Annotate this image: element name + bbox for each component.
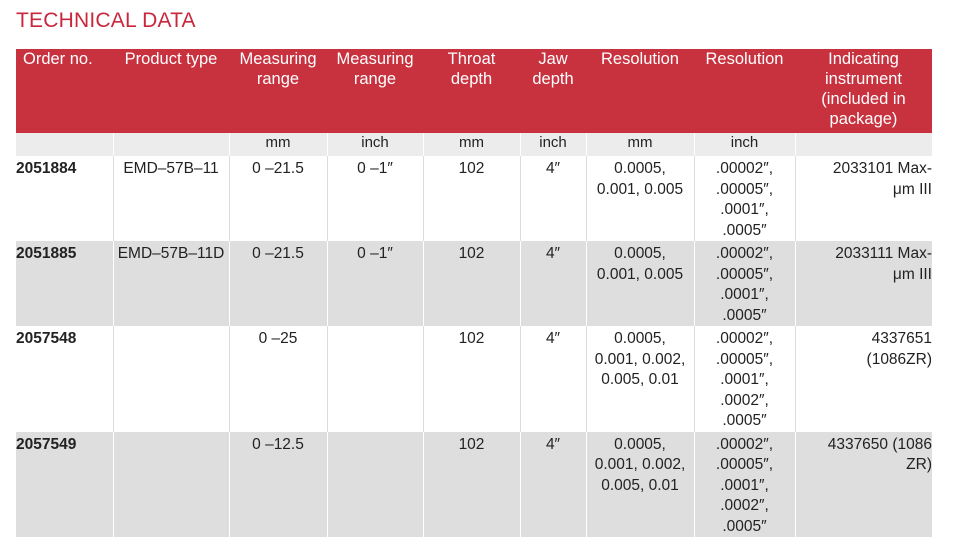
header-indicating-instrument: Indicating instrument (included in package) bbox=[795, 49, 932, 133]
product-type-cell bbox=[113, 326, 229, 432]
instrument-cell: 4337650 (1086 ZR) bbox=[795, 432, 932, 538]
resolution-mm-cell: 0.0005, 0.001, 0.005 bbox=[586, 241, 694, 326]
throat-depth-cell: 102 bbox=[423, 432, 520, 538]
technical-data-table bbox=[16, 49, 932, 537]
throat-depth-cell: 102 bbox=[423, 326, 520, 432]
order-no-cell: 2051884 bbox=[16, 156, 113, 241]
unit-cell: inch bbox=[694, 133, 795, 156]
resolution-mm-cell: 0.0005, 0.001, 0.002, 0.005, 0.01 bbox=[586, 432, 694, 538]
product-type-cell: EMD–57B–11D bbox=[113, 241, 229, 326]
range-inch-cell bbox=[327, 432, 423, 538]
range-mm-cell: 0 –25 bbox=[229, 326, 327, 432]
product-type-cell: EMD–57B–11 bbox=[113, 156, 229, 241]
units-row bbox=[16, 133, 932, 156]
jaw-depth-cell: 4″ bbox=[520, 156, 586, 241]
jaw-depth-cell: 4″ bbox=[520, 241, 586, 326]
resolution-inch-cell: .00002″, .00005″, .0001″, .0002″, .0005″ bbox=[694, 432, 795, 538]
header-throat-depth: Throat depth bbox=[423, 49, 520, 133]
header-order-no: Order no. bbox=[16, 49, 113, 133]
resolution-inch-cell: .00002″, .00005″, .0001″, .0002″, .0005″ bbox=[694, 326, 795, 432]
table-row bbox=[16, 241, 932, 326]
order-no-cell: 2057548 bbox=[16, 326, 113, 432]
resolution-inch-cell: .00002″, .00005″, .0001″, .0005″ bbox=[694, 156, 795, 241]
range-inch-cell: 0 –1″ bbox=[327, 241, 423, 326]
resolution-mm-cell: 0.0005, 0.001, 0.002, 0.005, 0.01 bbox=[586, 326, 694, 432]
unit-cell: mm bbox=[586, 133, 694, 156]
range-mm-cell: 0 –21.5 bbox=[229, 241, 327, 326]
unit-cell bbox=[795, 133, 932, 156]
header-row bbox=[16, 49, 932, 133]
unit-cell: mm bbox=[423, 133, 520, 156]
unit-cell bbox=[16, 133, 113, 156]
unit-cell: inch bbox=[327, 133, 423, 156]
unit-cell: mm bbox=[229, 133, 327, 156]
instrument-cell: 2033111 Max- μm III bbox=[795, 241, 932, 326]
jaw-depth-cell: 4″ bbox=[520, 432, 586, 538]
table-row bbox=[16, 432, 932, 538]
section-title: TECHNICAL DATA bbox=[16, 9, 196, 32]
header-resolution-mm: Resolution bbox=[586, 49, 694, 133]
range-mm-cell: 0 –21.5 bbox=[229, 156, 327, 241]
unit-cell bbox=[113, 133, 229, 156]
header-measuring-range-mm: Measuring range bbox=[229, 49, 327, 133]
jaw-depth-cell: 4″ bbox=[520, 326, 586, 432]
order-no-cell: 2057549 bbox=[16, 432, 113, 538]
range-inch-cell bbox=[327, 326, 423, 432]
throat-depth-cell: 102 bbox=[423, 241, 520, 326]
range-inch-cell: 0 –1″ bbox=[327, 156, 423, 241]
resolution-mm-cell: 0.0005, 0.001, 0.005 bbox=[586, 156, 694, 241]
resolution-inch-cell: .00002″, .00005″, .0001″, .0005″ bbox=[694, 241, 795, 326]
table-row bbox=[16, 326, 932, 432]
unit-cell: inch bbox=[520, 133, 586, 156]
order-no-cell: 2051885 bbox=[16, 241, 113, 326]
product-type-cell bbox=[113, 432, 229, 538]
instrument-cell: 4337651 (1086ZR) bbox=[795, 326, 932, 432]
header-measuring-range-inch: Measuring range bbox=[327, 49, 423, 133]
range-mm-cell: 0 –12.5 bbox=[229, 432, 327, 538]
header-jaw-depth: Jaw depth bbox=[520, 49, 586, 133]
instrument-cell: 2033101 Max- μm III bbox=[795, 156, 932, 241]
header-product-type: Product type bbox=[113, 49, 229, 133]
throat-depth-cell: 102 bbox=[423, 156, 520, 241]
table-row bbox=[16, 156, 932, 241]
header-resolution-inch: Resolution bbox=[694, 49, 795, 133]
